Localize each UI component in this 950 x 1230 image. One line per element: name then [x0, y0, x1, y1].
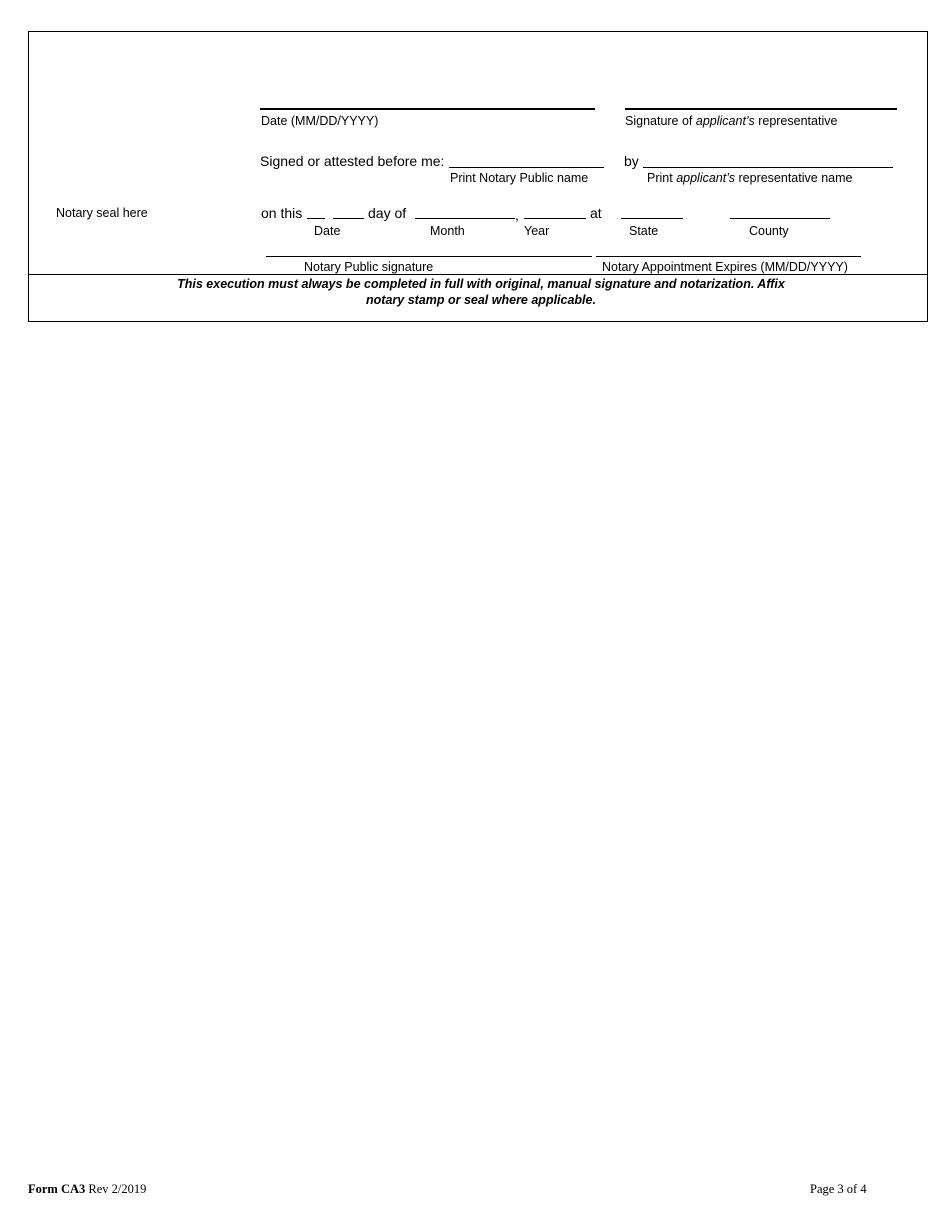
notary-signature-label: Notary Public signature	[304, 260, 434, 274]
notice-divider	[28, 274, 927, 275]
date-line[interactable]	[260, 108, 595, 110]
county-line[interactable]	[730, 218, 830, 219]
comma-label: ,	[515, 207, 519, 223]
footer-form-id	[28, 1182, 146, 1197]
rep-name-line[interactable]	[643, 167, 893, 168]
county-sub-label: County	[749, 224, 789, 238]
month-sub-label: Month	[430, 224, 465, 238]
date-sub-label: Date	[314, 224, 341, 238]
notary-seal-label: Notary seal here	[56, 206, 148, 220]
signature-label-italic: applicant’s	[695, 114, 755, 128]
by-label: by	[624, 153, 639, 169]
print-notary-label: Print Notary Public name	[450, 171, 589, 185]
at-label: at	[590, 205, 602, 221]
on-this-label: on this	[261, 205, 303, 221]
notice-line-2: notary stamp or seal where applicable.	[366, 293, 596, 307]
signature-label-pre: Signature of	[625, 114, 696, 128]
form-id: Form CA3	[28, 1182, 86, 1196]
notice-line-1: This execution must always be completed in full with original, manual signature and notarization. Affix	[177, 277, 785, 291]
attested-label: Signed or attested before me:	[260, 153, 445, 169]
notary-signature-line[interactable]	[266, 256, 592, 257]
print-rep-post: representative name	[735, 171, 853, 185]
signature-line[interactable]	[625, 108, 897, 110]
form-revision: Rev 2/2019	[85, 1182, 147, 1196]
print-rep-italic: applicant’s	[676, 171, 736, 185]
state-sub-label: State	[629, 224, 659, 238]
signature-label	[625, 114, 837, 128]
page-number: Page 3 of 4	[810, 1182, 867, 1196]
print-rep-label	[647, 171, 852, 185]
month-line[interactable]	[415, 218, 515, 219]
year-line[interactable]	[524, 218, 586, 219]
notary-name-line[interactable]	[449, 167, 604, 168]
print-rep-pre: Print	[647, 171, 677, 185]
year-sub-label: Year	[524, 224, 550, 238]
execution-notice	[150, 276, 812, 308]
notary-expires-label: Notary Appointment Expires (MM/DD/YYYY)	[602, 260, 848, 274]
day-of-label: day of	[368, 205, 407, 221]
state-line[interactable]	[621, 218, 683, 219]
date-label: Date (MM/DD/YYYY)	[261, 114, 379, 128]
notary-expires-line[interactable]	[596, 256, 861, 257]
signature-label-post: representative	[754, 114, 838, 128]
day-line-b[interactable]	[333, 218, 364, 219]
day-line-a[interactable]	[307, 218, 325, 219]
